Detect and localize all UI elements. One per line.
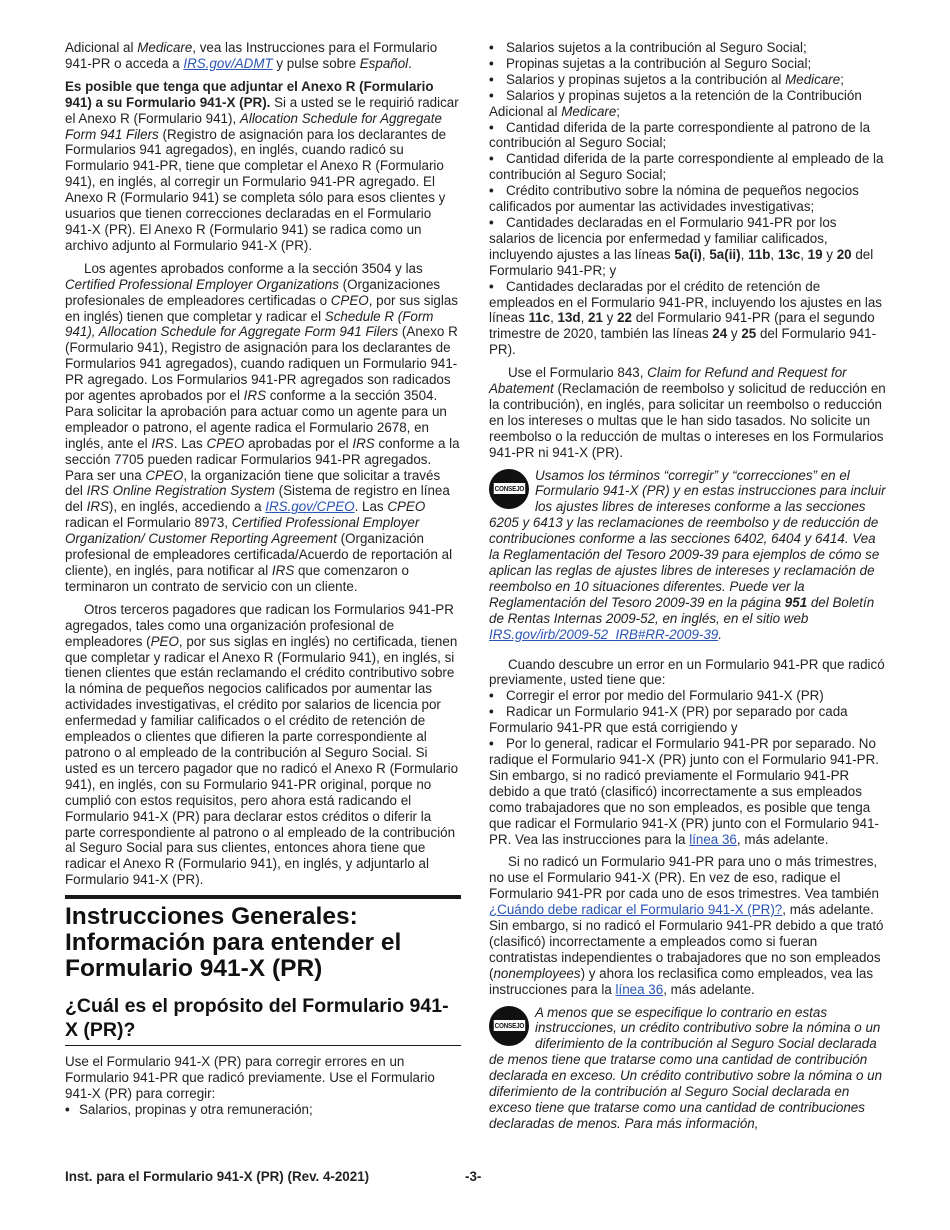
list-item: • Cantidades declaradas en el Formulario 941-PR por los salarios de licencia por enfermedad y familiar calificados, incluyendo ajustes a las líneas 5a(i), 5a(ii), 11b, 13c, 19 y 20 del Formulario 941-PR; y <box>489 215 886 279</box>
list-item: • Por lo general, radicar el Formulario 941-PR por separado. No radique el Formulario 941-X (PR) junto con el Formulario 941-PR. Sin embargo, si no radicó previamente el Formulario 941-PR debido a que trató (clasificó) incorrectamente a sus empleados como trabajadores que no son empleados, es posible que tenga que radicar el Formulario 941-X (PR) junto con el Formulario 941-PR. Vea las instrucciones para la línea 36, más adelante. <box>489 736 886 847</box>
page-number: -3- <box>465 1169 482 1184</box>
list-item: • Salarios y propinas sujetos a la retención de la Contribución Adicional al Medicare; <box>489 88 886 120</box>
consejo-icon: CONSEJO <box>489 469 529 509</box>
paragraph: Es posible que tenga que adjuntar el Anexo R (Formulario 941) a su Formulario 941-X (PR). Si a usted se le requirió radicar el Anexo R (Formulario 941), Allocation Schedule for Aggregate Form 941 Filers (Registro de asignación para los declarantes de Formularios 941 agregados), en inglés, cuando radicó su Formulario 941-PR, tiene que completar el Anexo R (Formulario 941), en inglés, al corregir un Formulario 941-PR agregado. El Anexo R (Formulario 941) se completa sólo para esos clientes y usuarios que tienen correcciones declaradas en el Formulario 941-X (PR). El Anexo R (Formulario 941) se radica como un archivo adjunto al Formulario 941-X (PR). <box>65 78 459 253</box>
linea-36-link[interactable]: línea 36 <box>689 831 737 847</box>
list-item: • Radicar un Formulario 941-X (PR) por separado por cada Formulario 941-PR que está corrigiendo y <box>489 704 886 736</box>
paragraph: Adicional al Medicare, vea las Instrucciones para el Formulario 941-PR o acceda a IRS.gov/ADMT y pulse sobre Español. <box>65 40 438 71</box>
irs-cpeo-link[interactable]: IRS.gov/CPEO <box>265 499 355 515</box>
form-revision-label: Inst. para el Formulario 941-X (PR) (Rev. 4-2021) <box>65 1169 370 1184</box>
list-item: • Corregir el error por medio del Formulario 941-X (PR) <box>489 688 886 704</box>
irs-admt-link[interactable]: IRS.gov/ADMT <box>183 55 273 71</box>
paragraph: Si no radicó un Formulario 941-PR para uno o más trimestres, no use el Formulario 941-X (PR). En vez de eso, radique el Formulario 941-PR por cada uno de esos trimestres. Vea también ¿Cuándo debe radicar el Formulario 941-X (PR)?, más adelante. Sin embargo, si no radicó el Formulario 941-PR debido a que trató (clasificó) incorrectamente a empleados como si fueran contratistas independientes o trabajadores que no son empleados (nonemployees) y ahora los reclasifica como empleados, vea las instrucciones para la línea 36, más adelante. <box>489 854 884 997</box>
left-column <box>65 40 461 1118</box>
section-divider <box>65 895 461 899</box>
paragraph: Otros terceros pagadores que radican los Formularios 941-PR agregados, tales como una organización profesional de empleadores (PEO, por sus siglas en inglés) no certificada, tienen que completar y radicar el Anexo R (Formulario 941), en inglés, si tienen clientes que están reclamando el crédito contributivo sobre la nómina de pequeños negocios calificados por aumentar las actividades investigativas, el crédito por salarios de licencia por enfermedad y familiar calificados o el crédito de retención de empleados o clientes que difieren la parte correspondiente al patrono o al empleado de la contribución al Seguro Social. Si usted es un tercero pagador que no radicó el Anexo R (Formulario 941), en inglés, con su Formulario 941-PR original, porque no cumplió con estos requisitos, pero ahora está radicando el Formulario 941-X (PR) para declarar estos créditos o diferir la parte correspondiente al patrono o al empleado de la contribución al Seguro Social para sus clientes, entonces ahora tiene que radicar el Anexo R (Formulario 941), en inglés, y adjuntarlo al Formulario 941-X (PR). <box>65 601 459 888</box>
tip-note: CONSEJO Usamos los términos “corregir” y “correcciones” en el Formulario 941-X (PR) y en estas instrucciones para incluir los ajustes libres de intereses conforme a las secciones 6205 y 6413 y las reclamaciones de reembolso y de reducción de contribuciones conforme a las secciones 6402, 6404 y 6414. Vea la Reglamentación del Tesoro 2009-39 para ejemplos de cómo se aplican las reglas de ajustes libres de intereses y reclamación de reembolso en 10 situaciones diferentes. Puede ver la Reglamentación del Tesoro 2009-39 en la página 951 del Boletín de Rentas Internas 2009-52, en inglés, en el sitio web IRS.gov/irb/2009-52_IRB#RR-2009-39. <box>489 467 886 642</box>
section-heading: Instrucciones Generales: Información para entender el Formulario 941-X (PR) <box>65 903 402 983</box>
list-item: • Salarios, propinas y otra remuneración; <box>65 1102 461 1118</box>
list-item: • Cantidades declaradas por el crédito de retención de empleados en el Formulario 941-PR, incluyendo los ajustes en las líneas 11c, 13d, 21 y 22 del Formulario 941-PR (para el segundo trimestre de 2020, también las líneas 24 y 25 del Formulario 941-PR). <box>489 279 886 359</box>
subsection-divider <box>65 1045 461 1046</box>
subsection-heading: ¿Cuál es el propósito del Formulario 941-X (PR)? <box>65 995 449 1042</box>
paragraph: Cuando descubre un error en un Formulario 941-PR que radicó previamente, usted tiene que: <box>489 656 885 688</box>
list-item: • Crédito contributivo sobre la nómina de pequeños negocios calificados por aumentar las actividades investigativas; <box>489 183 886 215</box>
page-footer <box>65 1169 886 1184</box>
list-item: • Salarios sujetos a la contribución al Seguro Social; <box>489 40 886 56</box>
list-item: • Salarios y propinas sujetos a la contribución al Medicare; <box>489 72 886 88</box>
list-item: • Cantidad diferida de la parte correspondiente al patrono de la contribución al Seguro Social; <box>489 120 886 152</box>
irb-2009-52-link[interactable]: IRS.gov/irb/2009-52_IRB#RR-2009-39 <box>489 626 719 642</box>
paragraph: Los agentes aprobados conforme a la sección 3504 y las Certified Professional Employer Organizations (Organizaciones profesionales de empleadores certificadas o CPEO, por sus siglas en inglés) tienen que completar y radicar el Schedule R (Form 941), Allocation Schedule for Aggregate Form 941 Filers (Anexo R (Formulario 941), Registro de asignación para los declarantes de Formularios 941 agregados), cuando radiquen un Formulario 941-PR agregado. Los Formularios 941-PR agregados son radicados por agentes aprobados por el IRS conforme a la sección 3504. Para solicitar la aprobación para actuar como un agente para un empleador o patrono, el agente radica el Formulario 2678, en inglés, ante el IRS. Las CPEO aprobadas por el IRS conforme a la sección 7705 pueden radicar Formularios 941-PR agregados. Para ser una CPEO, la organización tiene que solicitar a través del IRS Online Registration System (Sistema de registro en línea del IRS), en inglés, accediendo a IRS.gov/CPEO. Las CPEO radican el Formulario 8973, Certified Professional Employer Organization/ Customer Reporting Agreement (Organización profesional de empleadores certificada/Acuerdo de reportación al cliente), en inglés, para notificar al IRS que comenzaron o terminaron un contrato de servicio con un cliente. <box>65 260 460 594</box>
consejo-icon: CONSEJO <box>489 1006 529 1046</box>
cuando-radicar-link[interactable]: ¿Cuándo debe radicar el Formulario 941-X (PR)? <box>489 902 783 918</box>
list-item: • Cantidad diferida de la parte correspondiente al empleado de la contribución al Seguro Social; <box>489 151 886 183</box>
linea-36-link[interactable]: línea 36 <box>615 981 664 997</box>
list-item: • Propinas sujetas a la contribución al Seguro Social; <box>489 56 886 72</box>
right-column <box>489 40 886 1140</box>
paragraph: Use el Formulario 843, Claim for Refund and Request for Abatement (Reclamación de reembolso y solicitud de reducción en la contribución), en inglés, para solicitar un reembolso o reducción en los intereses o multas que le han sido tasados. No solicite un reembolso o la reducción de multas o intereses en los Formularios 941-PR ni 941-X (PR). <box>489 365 886 460</box>
paragraph: Use el Formulario 941-X (PR) para corregir errores en un Formulario 941-PR que radicó previamente. Use el Formulario 941-X (PR) para corregir: <box>65 1054 435 1101</box>
tip-note: CONSEJO A menos que se especifique lo contrario en estas instrucciones, un crédito contributivo sobre la nómina o un diferimiento de la contribución al Seguro Social declarada de menos tiene que tratarse como una cantidad de contribución declarada en exceso. Un crédito contributivo sobre la nómina o un diferimiento de la contribución al Seguro Social declarada en exceso tiene que tratarse como una cantidad de contribuciones declaradas de menos. Para más información, <box>489 1004 883 1131</box>
